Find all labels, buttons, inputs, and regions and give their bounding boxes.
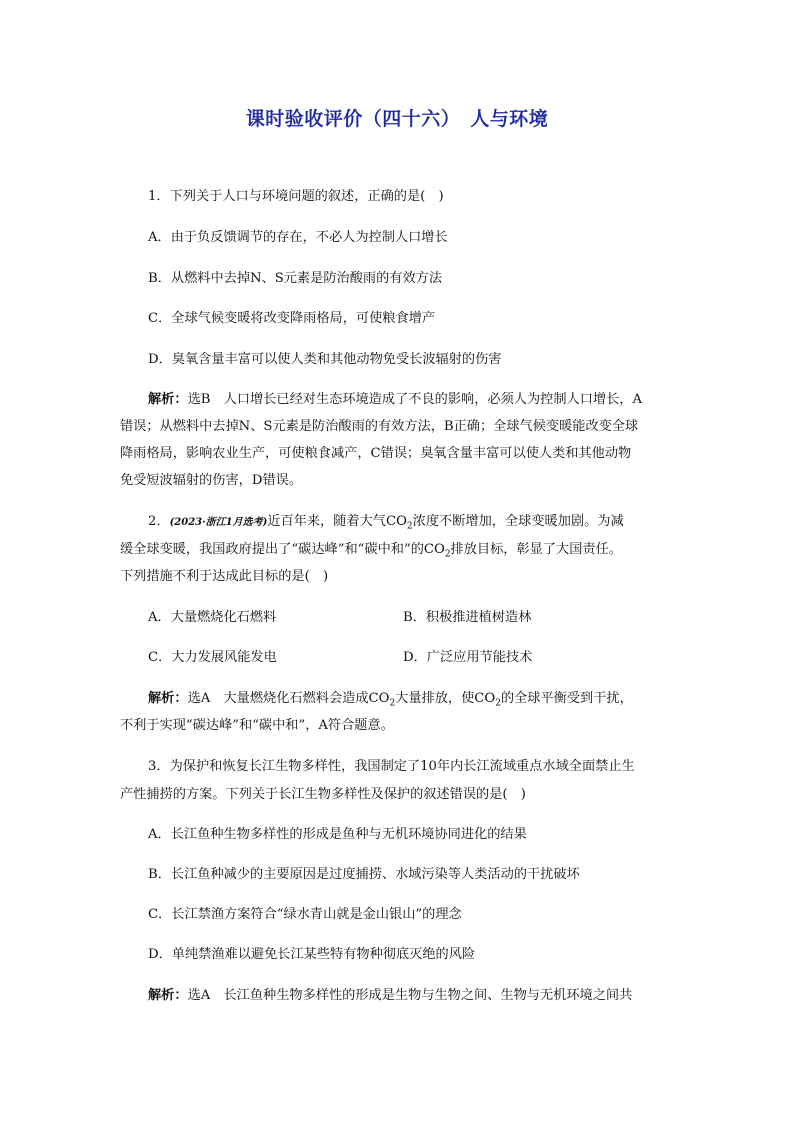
q3-analysis-line-1 (148, 987, 632, 1005)
q1-analysis-line-2: 错误；从燃料中去掉N、S元素是防治酸雨的有效方法，B正确；全球气候变暖能改变全球 (120, 419, 639, 434)
q2-option-d: D．广泛应用节能技术 (403, 650, 533, 665)
q3-option-c: C．长江禁渔方案符合“绿水青山就是金山银山”的理念 (148, 907, 462, 922)
q2-analysis-text: 的全球平衡受到干扰， (500, 691, 633, 706)
q2-stem-text: 浓度不断增加，全球变暖加剧。为减 (412, 514, 624, 529)
subscript: 2 (389, 698, 396, 709)
q2-option-b: B．积极推进植树造林 (403, 610, 532, 625)
q1-option-d: D．臭氧含量丰富可以使人类和其他动物免受长波辐射的伤害 (148, 352, 502, 367)
q2-stem-line-1 (148, 513, 624, 536)
q1-option-a: A．由于负反馈调节的存在，不必人为控制人口增长 (148, 230, 448, 245)
q1-option-b: B．从燃料中去掉N、S元素是防治酸雨的有效方法 (148, 271, 443, 286)
subscript: 2 (495, 698, 501, 709)
page-title: 课时验收评价（四十六） 人与环境 (245, 108, 549, 130)
analysis-label: 解析： (148, 392, 188, 407)
q2-stem-line-2 (120, 541, 622, 564)
q1-stem: 1．下列关于人口与环境问题的叙述，正确的是( ) (148, 189, 444, 204)
q2-analysis-text: 选A 大量燃烧化石燃料会造成CO (187, 691, 390, 706)
q2-option-a: A．大量燃烧化石燃料 (148, 610, 277, 625)
q1-analysis-line-4: 免受短波辐射的伤害，D错误。 (120, 473, 303, 488)
q1-analysis-text: 选B 人口增长已经对生态环境造成了不良的影响，必须人为控制人口增长，A (187, 392, 642, 407)
q2-option-c: C．大力发展风能发电 (148, 650, 277, 665)
q2-stem-line-3: 下列措施不利于达成此目标的是( ) (120, 569, 329, 584)
q2-options-row-1 (148, 609, 276, 627)
q3-analysis-text: 选A 长江鱼种生物多样性的形成是生物与生物之间、生物与无机环境之间共 (187, 988, 633, 1003)
q3-option-a: A．长江鱼种生物多样性的形成是鱼种与无机环境协同进化的结果 (148, 827, 527, 842)
q2-analysis-line-1 (148, 690, 633, 713)
q2-stem-text: 近百年来，随着大气CO (267, 514, 407, 529)
q1-analysis-line-1 (148, 391, 642, 409)
q3-option-b: B．长江鱼种减少的主要原因是过度捕捞、水域污染等人类活动的干扰破坏 (148, 867, 580, 882)
q2-stem-text: 排放目标，彰显了大国责任。 (450, 542, 622, 557)
q2-number: 2． (148, 514, 170, 529)
q2-analysis-text: 大量排放，使CO (395, 691, 496, 706)
q1-option-c: C．全球气候变暖将改变降雨格局，可使粮食增产 (148, 311, 436, 326)
q2-analysis-line-2: 不利于实现“碳达峰”和“碳中和”，A符合题意。 (120, 718, 394, 733)
q2-source: (2023·浙江1月选考) (169, 517, 268, 528)
q2-stem-text: 缓全球变暖，我国政府提出了“碳达峰”和“碳中和”的CO (120, 542, 445, 557)
analysis-label: 解析： (148, 691, 188, 706)
q3-option-d: D．单纯禁渔难以避免长江某些特有物种彻底灭绝的风险 (148, 947, 476, 962)
subscript: 2 (444, 549, 451, 560)
q3-stem-line-1: 3．为保护和恢复长江生物多样性，我国制定了10年内长江流域重点水域全面禁止生 (148, 759, 635, 774)
analysis-label: 解析： (148, 988, 188, 1003)
q1-analysis-line-3: 降雨格局，影响农业生产，可使粮食减产，C错误；臭氧含量丰富可以使人类和其他动物 (120, 446, 632, 461)
subscript: 2 (406, 521, 413, 532)
q3-stem-line-2: 产性捕捞的方案。下列关于长江生物多样性及保护的叙述错误的是( ) (120, 787, 526, 802)
